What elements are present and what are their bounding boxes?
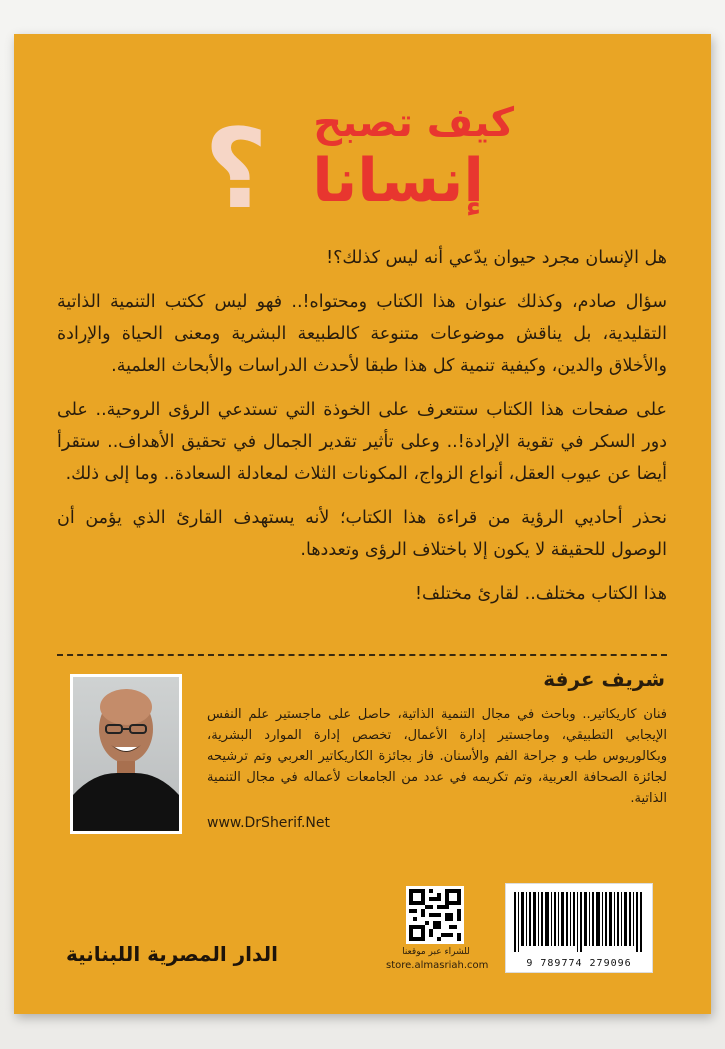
qr-caption-text: للشراء عبر موقعنا (402, 947, 470, 957)
author-bio (207, 704, 667, 834)
qr-caption (386, 946, 489, 972)
qr-code[interactable] (406, 886, 464, 944)
publisher-logo: الدار المصرية اللبنانية (66, 942, 278, 966)
question-mark: ؟ (204, 105, 268, 233)
store-url[interactable]: store.almasriah.com (386, 960, 489, 971)
title-line-2: إنسانا (312, 146, 484, 216)
blurb (57, 242, 667, 622)
author-website[interactable]: www.DrSherif.Net (207, 815, 331, 831)
author-bio-text: فنان كاريكاتير.. وباحث في مجال التنمية الذاتية، حاصل على ماجستير علم النفس الإيجابي التطبيقي، وماجستير إدارة الأعمال، تخصص إدارة الموارد البشرية، وبكالوريوس طب و جراحة الفم والأسنان. فاز بجائزة الكاريكاتير العربي وتم ترشيحه لجائزة الصحافة العربية، وتم تكريمه في عدد من الجامعات لأعماله في مجال التنمية الذاتية. (207, 707, 667, 806)
blurb-paragraph: نحذر أحاديي الرؤية من قراءة هذا الكتاب؛ لأنه يستهدف القارئ الذي يؤمن أن الوصول للحقيقة لا يكون إلا باختلاف الرؤى وتعددها. (57, 508, 667, 560)
blurb-paragraph: هذا الكتاب مختلف.. لقارئ مختلف! (415, 584, 667, 604)
book-title (204, 94, 544, 234)
blurb-paragraph: هل الإنسان مجرد حيوان يدّعي أنه ليس كذلك؟! (326, 248, 667, 268)
book-back-cover (14, 34, 711, 1014)
isbn-number: 9 789774 279096 (526, 958, 632, 969)
blurb-paragraph: سؤال صادم، وكذلك عنوان هذا الكتاب ومحتواه!.. فهو ليس ككتب التنمية الذاتية التقليدية، بل يناقش موضوعات متنوعة كالطبيعة البشرية ومعنى الحياة والإرادة والأخلاق والدين، وكيفية تنمية كل هذا طبقا لأحدث الدراسات والأبحاث العلمية. (57, 292, 667, 376)
blurb-paragraph: على صفحات هذا الكتاب ستتعرف على الخوذة التي تستدعي الرؤى الروحية.. على دور السكر في تقوية الإرادة!.. وعلى تأثير تقدير الجمال في تحقيق الأهداف.. ستقرأ أيضا عن عيوب العقل، أنواع الزواج، المكونات الثلاث لمعادلة السعادة.. وما إلى ذلك. (57, 400, 667, 484)
author-name: شريف عرفة (543, 667, 665, 691)
author-photo (70, 674, 182, 834)
dashed-divider (57, 654, 667, 656)
title-line-1: كيف تصبح (313, 100, 514, 146)
isbn-barcode (505, 883, 653, 973)
